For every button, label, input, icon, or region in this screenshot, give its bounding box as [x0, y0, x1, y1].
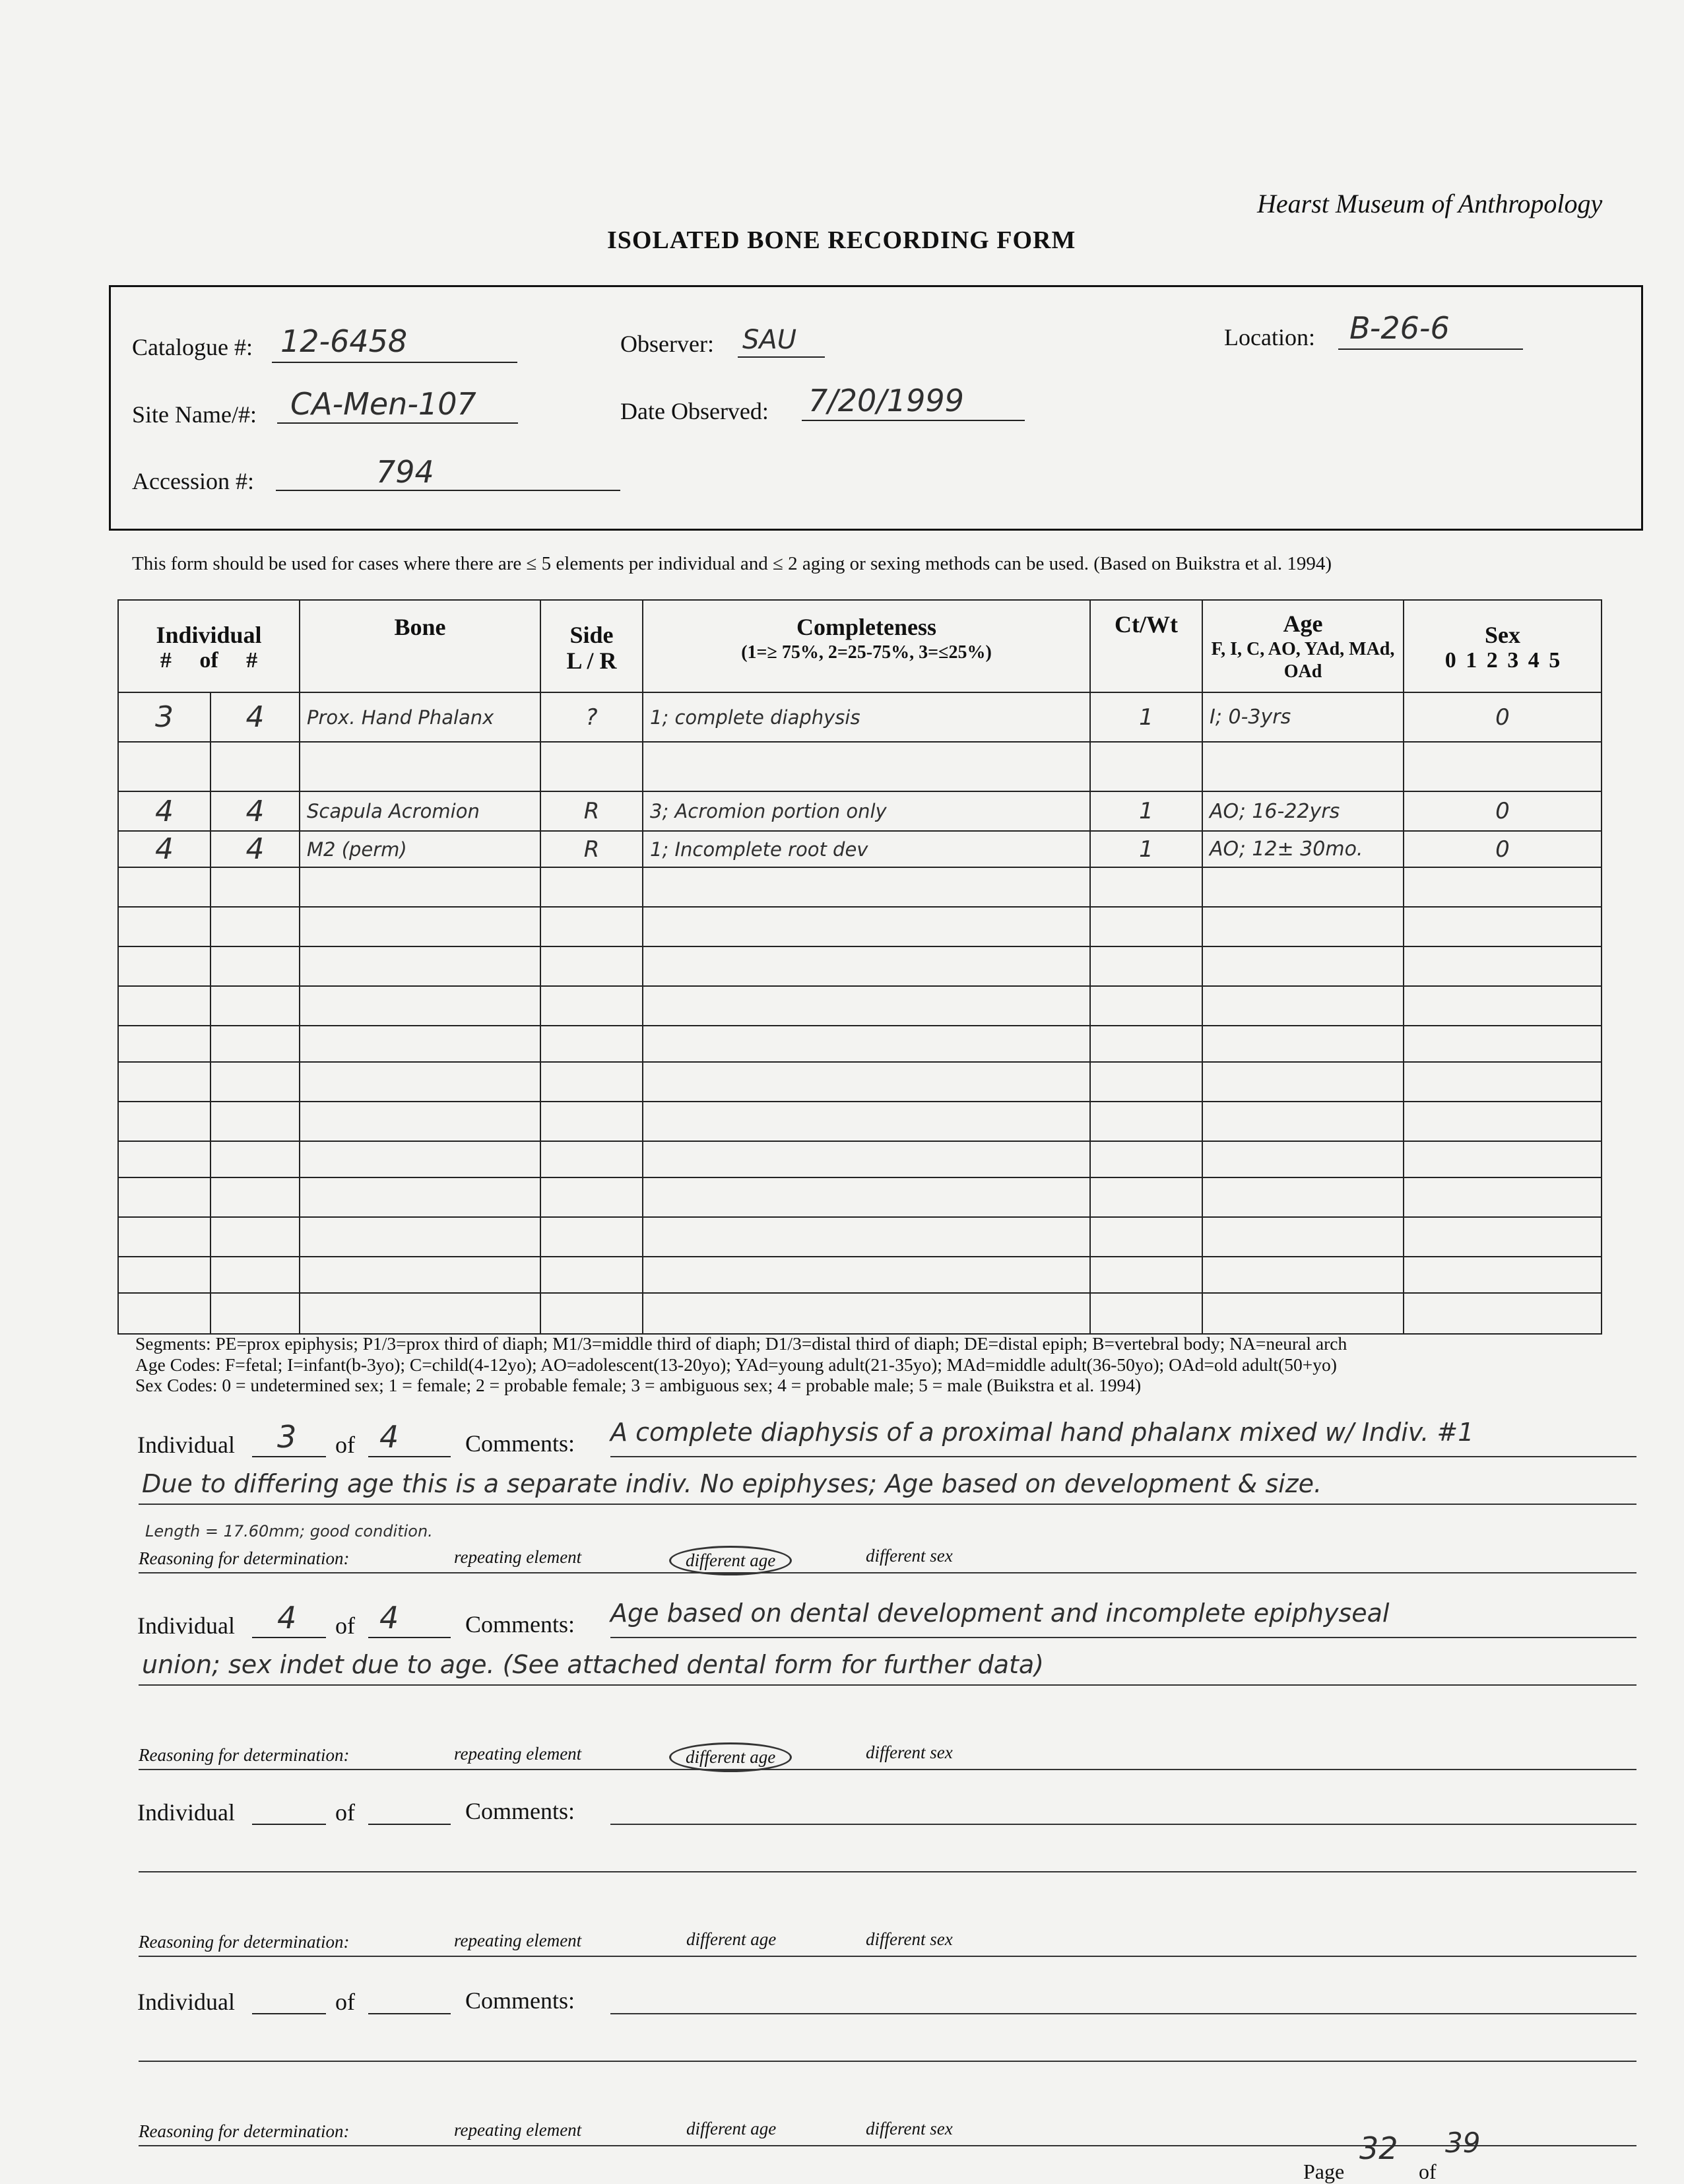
reasoning-line	[139, 2145, 1636, 2146]
comment-line-2	[139, 1504, 1636, 1505]
ctwt-cell[interactable]: 1	[1090, 791, 1202, 831]
age-cell[interactable]	[1202, 1293, 1404, 1334]
sex-cell[interactable]	[1404, 986, 1602, 1026]
ctwt-cell[interactable]	[1090, 1217, 1202, 1257]
table-row	[118, 946, 1602, 986]
individual-of-cell[interactable]	[210, 1026, 300, 1062]
ctwt-cell[interactable]	[1090, 742, 1202, 791]
age-cell[interactable]	[1202, 1102, 1404, 1141]
bone-cell[interactable]: Scapula Acromion	[300, 791, 540, 831]
sex-cell[interactable]	[1404, 1177, 1602, 1217]
age-cell[interactable]: AO; 16-22yrs	[1202, 791, 1404, 831]
completeness-cell[interactable]	[643, 986, 1090, 1026]
ctwt-cell[interactable]	[1090, 907, 1202, 946]
repeating-element-option[interactable]: repeating element	[454, 1744, 582, 1764]
side-cell[interactable]	[540, 1062, 643, 1102]
individual-of-cell[interactable]	[210, 1257, 300, 1293]
catalogue-label: Catalogue #:	[132, 334, 253, 360]
individual-num-cell[interactable]	[118, 742, 210, 791]
ctwt-cell[interactable]	[1090, 1102, 1202, 1141]
completeness-cell[interactable]: 1; complete diaphysis	[643, 692, 1090, 742]
sex-cell[interactable]	[1404, 1293, 1602, 1334]
individual-of-cell[interactable]: 4	[210, 791, 300, 831]
individual-label: Individual	[137, 1989, 235, 2015]
header-sex: Sex 0 1 2 3 4 5	[1404, 600, 1602, 692]
ctwt-cell[interactable]: 1	[1090, 692, 1202, 742]
comments-label: Comments:	[465, 1430, 575, 1457]
sex-cell[interactable]	[1404, 1217, 1602, 1257]
table-row	[118, 1062, 1602, 1102]
individual-of-cell[interactable]	[210, 986, 300, 1026]
individual-of-underline	[368, 1824, 451, 1825]
form-title: ISOLATED BONE RECORDING FORM	[607, 226, 1076, 254]
sex-cell[interactable]	[1404, 1257, 1602, 1293]
ctwt-cell[interactable]	[1090, 1026, 1202, 1062]
bone-cell[interactable]	[300, 986, 540, 1026]
different-sex-option[interactable]: different sex	[866, 1929, 953, 1949]
bone-cell[interactable]: M2 (perm)	[300, 831, 540, 867]
completeness-cell[interactable]	[643, 1293, 1090, 1334]
side-cell[interactable]	[540, 742, 643, 791]
catalogue-underline	[272, 362, 517, 363]
sex-cell[interactable]: 0	[1404, 831, 1602, 867]
reasoning-line	[139, 1572, 1636, 1573]
comment-line-1	[610, 1824, 1636, 1825]
reasoning-label: Reasoning for determination:	[139, 1548, 350, 1568]
individual-of-cell[interactable]	[210, 1141, 300, 1177]
repeating-element-option[interactable]: repeating element	[454, 2120, 582, 2140]
age-cell[interactable]	[1202, 1141, 1404, 1177]
sex-cell[interactable]: 0	[1404, 692, 1602, 742]
individual-label: Individual	[137, 1432, 235, 1458]
side-cell[interactable]: R	[540, 791, 643, 831]
completeness-cell[interactable]	[643, 1026, 1090, 1062]
age-cell[interactable]	[1202, 1026, 1404, 1062]
catalogue-field[interactable]: 12-6458	[280, 323, 408, 359]
bone-cell[interactable]	[300, 1177, 540, 1217]
sex-cell[interactable]	[1404, 742, 1602, 791]
individual-of-cell[interactable]: 4	[210, 692, 300, 742]
reasoning-label: Reasoning for determination:	[139, 1745, 350, 1765]
header-bone: Bone	[300, 600, 540, 692]
sex-cell[interactable]	[1404, 946, 1602, 986]
individual-num-cell[interactable]	[118, 1062, 210, 1102]
ctwt-cell[interactable]	[1090, 1257, 1202, 1293]
individual-num-underline	[252, 1637, 326, 1638]
age-cell[interactable]	[1202, 867, 1404, 907]
museum-name: Hearst Museum of Anthropology	[1257, 189, 1603, 218]
table-header-row	[118, 600, 1602, 692]
side-cell[interactable]	[540, 1293, 643, 1334]
age-cell[interactable]	[1202, 907, 1404, 946]
page-of-label: of	[1419, 2160, 1437, 2183]
sex-cell[interactable]	[1404, 1062, 1602, 1102]
completeness-cell[interactable]	[643, 1177, 1090, 1217]
completeness-cell[interactable]	[643, 946, 1090, 986]
age-cell[interactable]	[1202, 1062, 1404, 1102]
table-row	[118, 791, 1602, 831]
individual-of-underline	[368, 1637, 451, 1638]
individual-num-cell[interactable]	[118, 946, 210, 986]
individual-of-field[interactable]: 4	[379, 1600, 399, 1636]
observer-label: Observer:	[620, 331, 714, 357]
individual-of-label: of	[335, 1432, 355, 1458]
individual-of-cell[interactable]	[210, 1062, 300, 1102]
sex-cell[interactable]	[1404, 1141, 1602, 1177]
individual-num-cell[interactable]	[118, 907, 210, 946]
individual-of-cell[interactable]	[210, 1217, 300, 1257]
individual-num-cell[interactable]	[118, 1257, 210, 1293]
table-row	[118, 1293, 1602, 1334]
table-body	[118, 692, 1602, 1334]
comments-label: Comments:	[465, 1798, 575, 1824]
individual-of-cell[interactable]	[210, 907, 300, 946]
individual-num-field[interactable]: 3	[277, 1419, 297, 1455]
sex-cell[interactable]	[1404, 1026, 1602, 1062]
individual-num-cell[interactable]	[118, 986, 210, 1026]
side-cell[interactable]: ?	[540, 692, 643, 742]
completeness-cell[interactable]	[643, 1217, 1090, 1257]
date-underline	[802, 420, 1025, 421]
table-row	[118, 1257, 1602, 1293]
bone-cell[interactable]: Prox. Hand Phalanx	[300, 692, 540, 742]
bone-cell[interactable]	[300, 1257, 540, 1293]
age-cell[interactable]	[1202, 742, 1404, 791]
individual-of-label: of	[335, 1612, 355, 1639]
bone-cell[interactable]	[300, 867, 540, 907]
individual-num-cell[interactable]	[118, 1026, 210, 1062]
table-row	[118, 867, 1602, 907]
comment-line-2	[139, 1684, 1636, 1686]
table-row	[118, 1026, 1602, 1062]
comment-text-2[interactable]: Due to differing age this is a separate indiv. No epiphyses; Age based on development & size.	[142, 1469, 1322, 1498]
individual-of-cell[interactable]	[210, 867, 300, 907]
side-cell[interactable]	[540, 946, 643, 986]
individual-num-cell[interactable]: 3	[118, 692, 210, 742]
side-cell[interactable]	[540, 1141, 643, 1177]
different-sex-option[interactable]: different sex	[866, 1742, 953, 1762]
bone-cell[interactable]	[300, 1062, 540, 1102]
individual-num-cell[interactable]	[118, 1217, 210, 1257]
completeness-cell[interactable]	[643, 1141, 1090, 1177]
different-sex-option[interactable]: different sex	[866, 2119, 953, 2138]
completeness-cell[interactable]	[643, 1062, 1090, 1102]
observer-field[interactable]: SAU	[742, 325, 797, 355]
completeness-cell[interactable]	[643, 907, 1090, 946]
bone-cell[interactable]	[300, 1102, 540, 1141]
individual-num-cell[interactable]	[118, 1293, 210, 1334]
side-cell[interactable]: R	[540, 831, 643, 867]
individual-of-field[interactable]: 4	[379, 1419, 399, 1455]
table-row	[118, 1217, 1602, 1257]
completeness-cell[interactable]	[643, 867, 1090, 907]
table-row	[118, 1141, 1602, 1177]
repeating-element-option[interactable]: repeating element	[454, 1547, 582, 1567]
individual-num-underline	[252, 2013, 326, 2014]
reasoning-line	[139, 1769, 1636, 1770]
comment-text-1[interactable]: A complete diaphysis of a proximal hand phalanx mixed w/ Indiv. #1	[610, 1418, 1474, 1447]
different-sex-option[interactable]: different sex	[866, 1546, 953, 1566]
side-cell[interactable]	[540, 867, 643, 907]
age-codes-legend: Age Codes: F=fetal; I=infant(b-3yo); C=child(4-12yo); AO=adolescent(13-20yo); YAd=young adult(21-35yo); MAd=middle adult(36-50yo); OAd=old adult(50+yo)	[135, 1354, 1337, 1375]
site-label: Site Name/#:	[132, 401, 257, 428]
different-age-option[interactable]: different age	[686, 1929, 777, 1949]
bone-cell[interactable]	[300, 1026, 540, 1062]
site-underline	[277, 422, 518, 424]
page-label: Page	[1303, 2160, 1345, 2183]
individual-of-label: of	[335, 1989, 355, 2015]
comment-line-1	[610, 1456, 1636, 1457]
side-cell[interactable]	[540, 1257, 643, 1293]
bone-cell[interactable]	[300, 946, 540, 986]
sex-cell[interactable]	[1404, 867, 1602, 907]
side-cell[interactable]	[540, 1217, 643, 1257]
individual-of-cell[interactable]	[210, 946, 300, 986]
different-age-option[interactable]: different age	[669, 1742, 792, 1772]
individual-num-cell[interactable]	[118, 1141, 210, 1177]
reasoning-label: Reasoning for determination:	[139, 1932, 350, 1952]
individual-of-label: of	[335, 1799, 355, 1826]
individual-of-cell[interactable]	[210, 1102, 300, 1141]
date-field[interactable]: 7/20/1999	[808, 383, 964, 418]
individual-of-cell[interactable]: 4	[210, 831, 300, 867]
individual-of-cell[interactable]	[210, 1177, 300, 1217]
individual-num-underline	[252, 1456, 326, 1457]
location-label: Location:	[1224, 324, 1315, 350]
header-ctwt: Ct/Wt	[1090, 600, 1202, 692]
individual-num-underline	[252, 1824, 326, 1825]
table-row	[118, 986, 1602, 1026]
different-age-option[interactable]: different age	[669, 1546, 792, 1575]
table-row	[118, 831, 1602, 867]
sex-cell[interactable]	[1404, 1102, 1602, 1141]
individual-num-cell[interactable]	[118, 1102, 210, 1141]
ctwt-cell[interactable]	[1090, 1062, 1202, 1102]
bone-table	[117, 599, 1602, 1335]
comment-line-1	[610, 1637, 1636, 1638]
comment-line-1	[610, 2013, 1636, 2014]
individual-label: Individual	[137, 1612, 235, 1639]
completeness-cell[interactable]	[643, 742, 1090, 791]
age-cell[interactable]	[1202, 1217, 1404, 1257]
comment-line-2	[139, 1871, 1636, 1872]
age-cell[interactable]: I; 0-3yrs	[1202, 692, 1404, 742]
date-label: Date Observed:	[620, 398, 769, 424]
sex-codes-legend: Sex Codes: 0 = undetermined sex; 1 = female; 2 = probable female; 3 = ambiguous sex; 4 = probable male; 5 = male (Buikstra et al. 1994)	[135, 1375, 1142, 1395]
page-total: 39	[1445, 2127, 1481, 2159]
completeness-cell[interactable]: 1; Incomplete root dev	[643, 831, 1090, 867]
accession-label: Accession #:	[132, 468, 254, 494]
segments-legend: Segments: PE=prox epiphysis; P1/3=prox third of diaph; M1/3=middle third of diaph; D1/3=distal third of diaph; DE=distal epiph; B=vertebral body; NA=neural arch	[135, 1333, 1347, 1354]
ctwt-cell[interactable]	[1090, 946, 1202, 986]
bone-cell[interactable]	[300, 1293, 540, 1334]
individual-of-cell[interactable]	[210, 1293, 300, 1334]
sex-cell[interactable]: 0	[1404, 791, 1602, 831]
individual-num-cell[interactable]: 4	[118, 791, 210, 831]
completeness-cell[interactable]	[643, 1102, 1090, 1141]
comment-text-2[interactable]: union; sex indet due to age. (See attached dental form for further data)	[142, 1650, 1044, 1679]
reasoning-label: Reasoning for determination:	[139, 2121, 350, 2141]
bone-cell[interactable]	[300, 1217, 540, 1257]
age-cell[interactable]	[1202, 946, 1404, 986]
bone-cell[interactable]	[300, 907, 540, 946]
table-row	[118, 1102, 1602, 1141]
individual-label: Individual	[137, 1799, 235, 1826]
page-current: 32	[1359, 2131, 1398, 2166]
comment-text-3[interactable]: Length = 17.60mm; good condition.	[145, 1522, 433, 1540]
side-cell[interactable]	[540, 907, 643, 946]
header-individual: Individual # of #	[118, 600, 300, 692]
side-cell[interactable]	[540, 1102, 643, 1141]
header-side: Side L / R	[540, 600, 643, 692]
individual-num-cell[interactable]	[118, 867, 210, 907]
individual-of-underline	[368, 1456, 451, 1457]
table-row	[118, 907, 1602, 946]
comment-line-2	[139, 2061, 1636, 2062]
sex-cell[interactable]	[1404, 907, 1602, 946]
completeness-cell[interactable]: 3; Acromion portion only	[643, 791, 1090, 831]
header-completeness: Completeness (1=≥ 75%, 2=25-75%, 3=≤25%)	[643, 600, 1090, 692]
individual-num-field[interactable]: 4	[277, 1600, 297, 1636]
individual-of-cell[interactable]	[210, 742, 300, 791]
accession-field[interactable]: 794	[376, 454, 434, 490]
comments-label: Comments:	[465, 1611, 575, 1638]
ctwt-cell[interactable]	[1090, 1141, 1202, 1177]
side-cell[interactable]	[540, 1177, 643, 1217]
age-cell[interactable]	[1202, 986, 1404, 1026]
side-cell[interactable]	[540, 986, 643, 1026]
comment-text-1[interactable]: Age based on dental development and incomplete epiphyseal	[610, 1599, 1390, 1628]
reasoning-line	[139, 1956, 1636, 1957]
table-row	[118, 1177, 1602, 1217]
table-row	[118, 742, 1602, 791]
comments-label: Comments:	[465, 1987, 575, 2014]
location-underline	[1338, 348, 1523, 350]
completeness-cell[interactable]	[643, 1257, 1090, 1293]
ctwt-cell[interactable]	[1090, 867, 1202, 907]
different-age-option[interactable]: different age	[686, 2119, 777, 2138]
age-cell[interactable]	[1202, 1257, 1404, 1293]
ctwt-cell[interactable]	[1090, 986, 1202, 1026]
ctwt-cell[interactable]	[1090, 1293, 1202, 1334]
ctwt-cell[interactable]: 1	[1090, 831, 1202, 867]
individual-num-cell[interactable]	[118, 1177, 210, 1217]
individual-num-cell[interactable]: 4	[118, 831, 210, 867]
age-cell[interactable]	[1202, 1177, 1404, 1217]
accession-underline	[276, 490, 620, 491]
site-field[interactable]: CA-Men-107	[290, 386, 476, 422]
individual-of-underline	[368, 2013, 451, 2014]
observer-underline	[738, 356, 825, 358]
age-cell[interactable]: AO; 12± 30mo.	[1202, 831, 1404, 867]
bone-cell[interactable]	[300, 1141, 540, 1177]
table-row	[118, 692, 1602, 742]
ctwt-cell[interactable]	[1090, 1177, 1202, 1217]
bone-cell[interactable]	[300, 742, 540, 791]
header-age: Age F, I, C, AO, YAd, MAd, OAd	[1202, 600, 1404, 692]
form-instructions: This form should be used for cases where there are ≤ 5 elements per individual and ≤ 2 aging or sexing methods can be used. (Based on Buikstra et al. 1994)	[132, 553, 1332, 574]
location-field[interactable]: B-26-6	[1349, 310, 1450, 346]
side-cell[interactable]	[540, 1026, 643, 1062]
repeating-element-option[interactable]: repeating element	[454, 1931, 582, 1950]
